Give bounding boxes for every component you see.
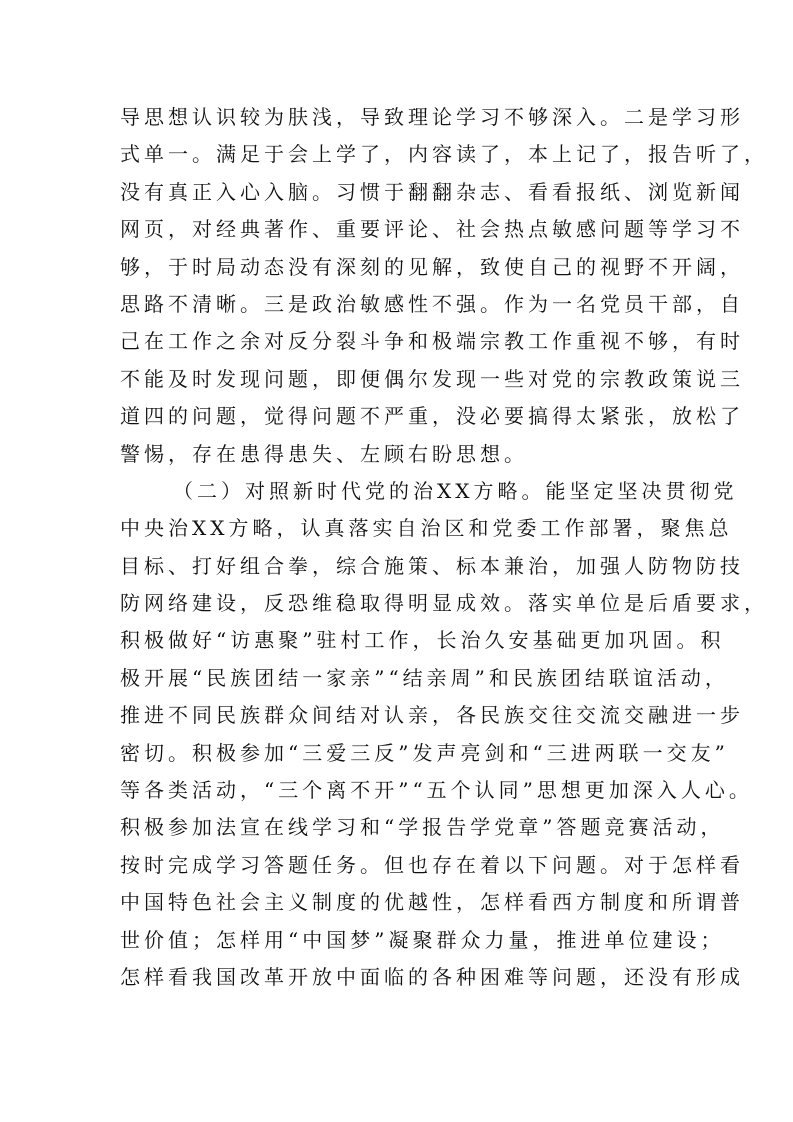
text-line: 中央治XX方略，认真落实自治区和党委工作部署，聚焦总 [120,516,733,541]
text-line: 目标、打好组合拳，综合施策、标本兼治，加强人防物防技 [120,553,744,578]
text-line: 极开展“民族团结一家亲”“结亲周”和民族团结联谊活动， [120,665,729,690]
text-line: 道四的问题，觉得问题不严重，没必要搞得太紧张，放松了 [120,404,744,429]
text-line: 防网络建设，反恐维稳取得明显成效。落实单位是后盾要求， [120,591,768,616]
text-line: 中国特色社会主义制度的优越性，怎样看西方制度和所谓普 [120,890,744,915]
text-line: 没有真正入心入脑。习惯于翻翻杂志、看看报纸、浏览新闻 [120,179,744,204]
text-line: 密切。积极参加“三爱三反”发声亮剑和“三进两联一交友” [120,740,729,765]
text-line: 按时完成学习答题任务。但也存在着以下问题。对于怎样看 [120,852,744,877]
text-line: 积极参加法宣在线学习和“学报告学党章”答题竞赛活动， [120,815,725,840]
text-line: 积极做好“访惠聚”驻村工作，长治久安基础更加巩固。积 [120,628,725,653]
document-body [120,99,768,996]
text-line: 思路不清晰。三是政治敏感性不强。作为一名党员干部，自 [120,291,744,316]
text-line: 己在工作之余对反分裂斗争和极端宗教工作重视不够，有时 [120,329,744,354]
text-line: 警惕，存在患得患失、左顾右盼思想。 [120,441,528,466]
text-line: 等各类活动，“三个离不开”“五个认同”思想更加深入人心。 [120,778,753,803]
text-line: 网页，对经典著作、重要评论、社会热点敏感问题等学习不 [120,217,744,242]
text-line: （二）对照新时代党的治XX方略。能坚定坚决贯彻党 [173,478,738,503]
text-line: 推进不同民族群众间结对认亲，各民族交往交流交融进一步 [120,703,744,728]
text-line: 不能及时发现问题，即便偶尔发现一些对党的宗教政策说三 [120,366,744,391]
text-line: 式单一。满足于会上学了，内容读了，本上记了，报告听了， [120,142,768,167]
text-line: 够，于时局动态没有深刻的见解，致使自己的视野不开阔， [120,254,744,279]
text-line: 导思想认识较为肤浅，导致理论学习不够深入。二是学习形 [120,105,744,129]
text-line: 怎样看我国改革开放中面临的各种困难等问题，还没有形成 [120,964,744,989]
text-line: 世价值；怎样用“中国梦”凝聚群众力量，推进单位建设； [120,927,725,952]
